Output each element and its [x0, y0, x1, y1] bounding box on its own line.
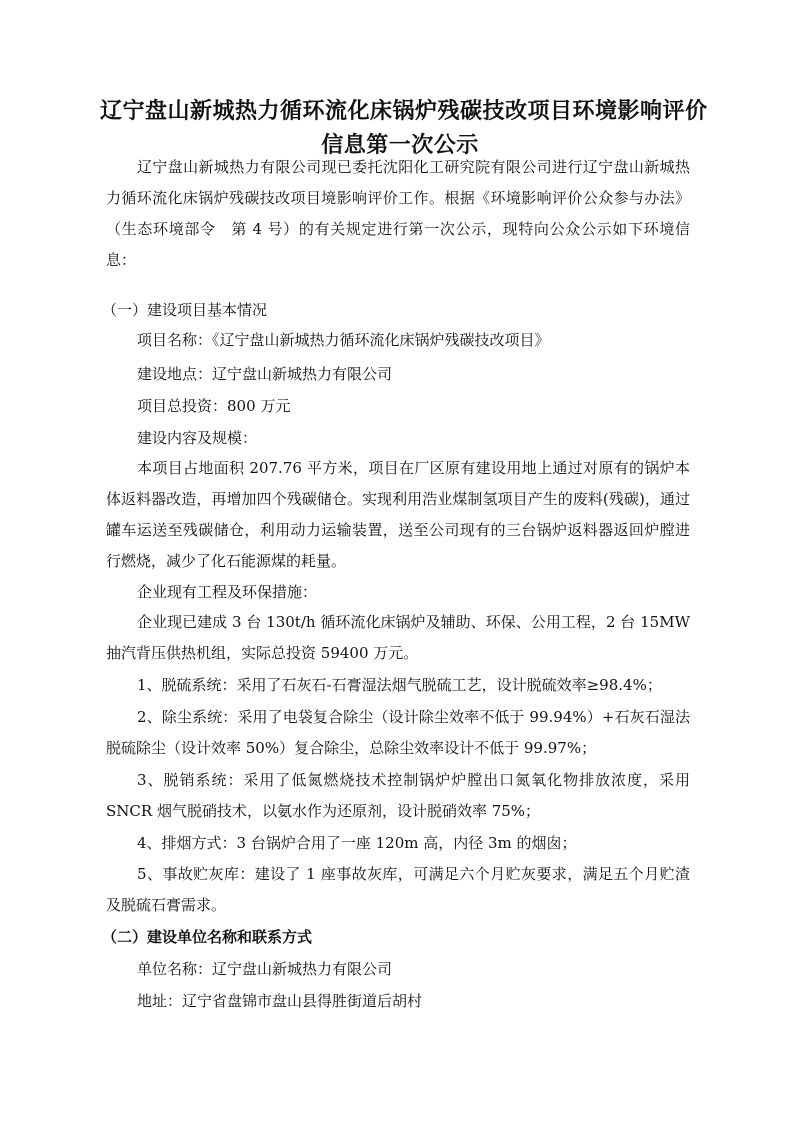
project-location: 建设地点：辽宁盘山新城热力有限公司 — [137, 365, 393, 383]
section1-heading: （一）建设项目基本情况 — [102, 301, 268, 319]
unit-name: 单位名称：辽宁盘山新城热力有限公司 — [137, 960, 393, 978]
existing-label: 企业现有工程及环保措施： — [137, 583, 318, 601]
title-line-2: 信息第一次公示 — [321, 132, 479, 158]
scope-label: 建设内容及规模： — [137, 429, 258, 447]
measure-item-5: 5、事故贮灰库：建设了 1 座事故灰库，可满足六个月贮灰要求，满足五个月贮渣及脱硫石膏需求。 — [106, 865, 690, 914]
intro-paragraph: 辽宁盘山新城热力有限公司现已委托沈阳化工研究院有限公司进行辽宁盘山新城热力循环流化床锅炉残碳技改项目境影响评价工作。根据《环境影响评价公众参与办法》（生态环境部令 第 4 号）的有关规定进行第一次公示，现特向公众公示如下环境信息： — [106, 158, 690, 269]
measure-item-3: 3、脱销系统：采用了低氮燃烧技术控制锅炉炉膛出口氮氧化物排放浓度，采用 SNCR 烟气脱硝技术，以氨水作为还原剂，设计脱硝效率 75%； — [106, 771, 690, 820]
existing-paragraph: 企业现已建成 3 台 130t/h 循环流化床锅炉及辅助、环保、公用工程，2 台 15MW 抽汽背压供热机组，实际总投资 59400 万元。 — [106, 613, 690, 662]
section2-heading: （二）建设单位名称和联系方式 — [102, 928, 313, 946]
title-line-1: 辽宁盘山新城热力循环流化床锅炉残碳技改项目环境影响评价 — [100, 98, 708, 124]
project-investment: 项目总投资：800 万元 — [137, 397, 291, 415]
measure-item-1: 1、脱硫系统：采用了石灰石-石膏湿法烟气脱硫工艺，设计脱硫效率≥98.4%； — [137, 676, 662, 694]
scope-paragraph: 本项目占地面积 207.76 平方米，项目在厂区原有建设用地上通过对原有的锅炉本体返料器改造，再增加四个残碳储仓。实现利用浩业煤制氢项目产生的废料(残碳)，通过罐车运送至残碳储仓，利用动力运输装置，送至公司现有的三台锅炉返料器返回炉膛进行燃烧，减少了化石能源煤的耗量。 — [106, 459, 690, 570]
measure-item-2: 2、除尘系统：采用了电袋复合除尘（设计除尘效率不低于 99.94%）+石灰石湿法脱硫除尘（设计效率 50%）复合除尘，总除尘效率设计不低于 99.97%； — [106, 708, 690, 757]
measure-item-4: 4、排烟方式：3 台锅炉合用了一座 120m 高，内径 3m 的烟囱； — [137, 834, 577, 852]
project-name: 项目名称：《辽宁盘山新城热力循环流化床锅炉残碳技改项目》 — [137, 331, 550, 349]
unit-address: 地址：辽宁省盘锦市盘山县得胜街道后胡村 — [137, 992, 423, 1010]
